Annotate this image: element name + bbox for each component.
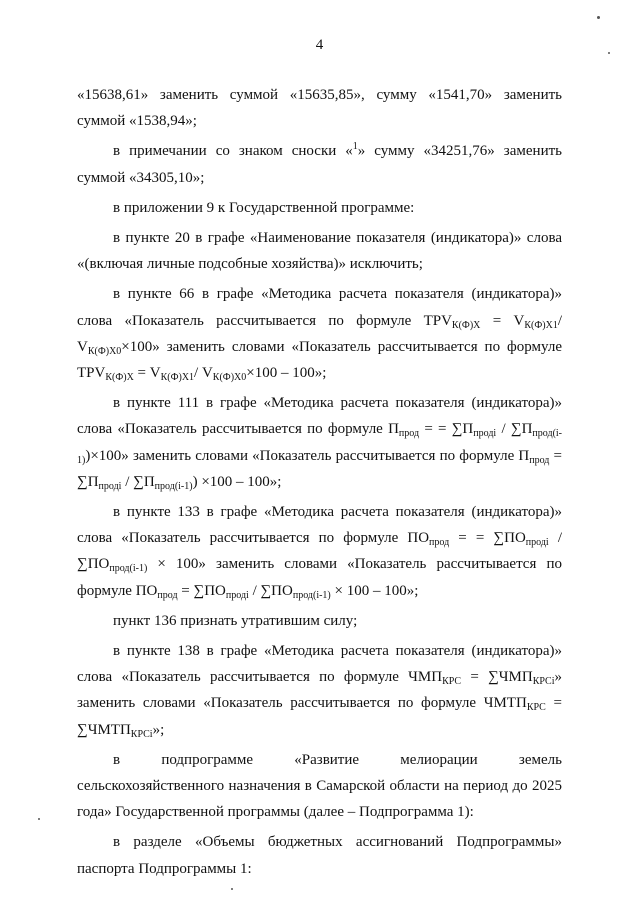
scan-speck: [597, 16, 600, 19]
formula-subscript: прод(i-1): [292, 589, 331, 601]
formula-text: / V: [77, 312, 562, 355]
formula-subscript: К(Ф)Х: [105, 372, 134, 384]
paragraph-item-136: [77, 608, 562, 634]
paragraph-text: в подпрограмме «Развитие мелиорации земель сельскохозяйственного назначения в Самарской области на период до 2025 года» Государственной программы (далее – Подпрограмма 1):: [77, 751, 562, 821]
paragraph-item-111: [77, 390, 562, 495]
paragraph-text: в пункте 111 в графе «Методика расчета показателя (индикатора)» слова «Показатель рассчитывается по формуле П: [77, 395, 562, 438]
scan-speck: [38, 818, 40, 820]
page-number: 4: [315, 37, 324, 53]
formula-text: / ∑П: [121, 473, 155, 490]
paragraph-text: ×100» заменить словами «Показатель рассчитывается по формуле TPV: [77, 338, 562, 382]
formula-subscript: К(Ф)Х0: [87, 345, 122, 357]
paragraph-item-66: [77, 281, 562, 386]
formula-subscript: прод: [429, 537, 450, 549]
formula-text: = V: [133, 365, 161, 382]
paragraph-text: × 100 – 100»;: [330, 582, 419, 599]
formula-subscript: прод(i-1): [154, 480, 193, 492]
paragraph-text: в разделе «Объемы бюджетных ассигнований Подпрограммы» паспорта Подпрограммы 1:: [77, 834, 562, 877]
formula-subscript: прод(i-1): [109, 563, 148, 575]
paragraph-text: в пункте 138 в графе «Методика расчета показателя (индикатора)» слова «Показатель рассчитывается по формуле ЧМП: [77, 643, 562, 686]
paragraph-item-20: [77, 225, 562, 277]
paragraph-text: пункт 136 признать утратившим силу;: [113, 612, 358, 629]
scan-speck: [231, 888, 233, 890]
paragraph-text: в пункте 133 в графе «Методика расчета показателя (индикатора)» слова «Показатель рассчитывается по формуле ПО: [77, 504, 562, 547]
formula-subscript: прод: [157, 589, 178, 601]
formula-subscript: К(Ф)Х1: [160, 372, 195, 384]
scan-speck: [608, 52, 610, 54]
paragraph-subprogram-1: [77, 747, 562, 826]
paragraph-footnote-note: [77, 138, 562, 190]
formula-text: = ∑ЧМП: [461, 669, 533, 686]
paragraph-sum-replacement: [77, 82, 562, 134]
formula-text: / ∑П: [496, 421, 533, 438]
paragraph-text: в пункте 66 в графе «Методика расчета показателя (индикатора)» слова «Показатель рассчитывается по формуле TPV: [77, 286, 562, 329]
paragraph-budget-section: [77, 829, 562, 881]
formula-text: / V: [194, 365, 213, 382]
formula-text: = ∑ПО: [177, 582, 226, 599]
formula-subscript: К(Ф)Х0: [212, 372, 247, 384]
paragraph-text: ×100 – 100»;: [246, 365, 327, 382]
formula-subscript: КРСi: [130, 728, 153, 740]
document-body: [77, 82, 562, 886]
formula-subscript: продi: [473, 428, 497, 440]
formula-subscript: прод: [398, 428, 420, 440]
formula-text: = = ∑ПО: [449, 530, 526, 547]
formula-text: = ∑П: [77, 447, 562, 490]
formula-subscript: продi: [525, 537, 549, 549]
paragraph-appendix-9: [77, 195, 562, 221]
paragraph-text: ) ×100 – 100»;: [192, 473, 282, 490]
formula-subscript: продi: [225, 589, 249, 601]
paragraph-item-133: [77, 499, 562, 604]
paragraph-text: »;: [152, 721, 165, 738]
formula-subscript: прод: [529, 454, 550, 466]
formula-text: / ∑ПО: [77, 530, 562, 573]
formula-text: / ∑ПО: [248, 582, 293, 599]
formula-subscript: КРС: [442, 676, 462, 688]
formula-subscript: КРС: [526, 702, 546, 714]
formula-text: = ∑ЧМТП: [77, 695, 562, 738]
formula-subscript: К(Ф)Х1: [524, 319, 558, 331]
paragraph-item-138: [77, 638, 562, 743]
paragraph-text: «15638,61» заменить суммой «15635,85», сумму «1541,70» заменить суммой «1538,94»;: [77, 87, 562, 130]
paragraph-text: )×100» заменить словами «Показатель рассчитывается по формуле П: [85, 447, 530, 464]
formula-text: = = ∑П: [419, 421, 474, 438]
paragraph-text: в пункте 20 в графе «Наименование показателя (индикатора)» слова «(включая личные подсобные хозяйства)» исключить;: [77, 230, 562, 273]
formula-subscript: КРСi: [532, 676, 555, 688]
paragraph-text: в примечании со знаком сноски «: [113, 143, 353, 160]
formula-subscript: прод(i-1): [77, 428, 563, 466]
footnote-mark: 1: [352, 141, 358, 153]
paragraph-text: × 100» заменить словами «Показатель рассчитывается по формуле ПО: [77, 556, 562, 599]
paragraph-text: » сумму «34251,76» заменить суммой «34305,10»;: [77, 143, 562, 186]
paragraph-text: в приложении 9 к Государственной программе:: [113, 199, 415, 216]
formula-subscript: продi: [98, 480, 122, 492]
paragraph-text: » заменить словами «Показатель рассчитывается по формуле ЧМТП: [77, 669, 562, 712]
formula-subscript: К(Ф)Х: [451, 319, 481, 331]
formula-text: = V: [480, 312, 525, 329]
